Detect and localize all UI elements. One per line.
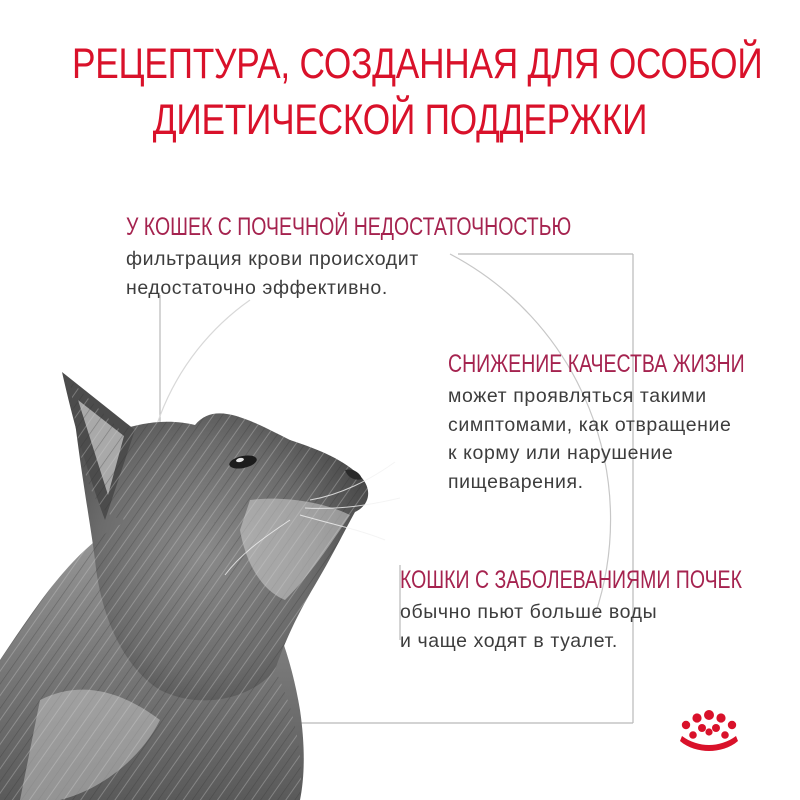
- kidney-failure-text: [126, 245, 697, 302]
- body-line: и чаще ходят в туалет.: [400, 629, 618, 652]
- body-line: к корму или нарушение: [448, 442, 674, 464]
- page-title-line-2: ДИЕТИЧЕСКОЙ ПОДДЕРЖКИ: [152, 96, 648, 144]
- kidney-disease-text: [400, 598, 800, 655]
- body-line: пищеварения.: [448, 470, 584, 493]
- body-line: может проявляться такими: [448, 385, 707, 407]
- page-title: [72, 36, 763, 148]
- quality-of-life-block: [448, 349, 800, 496]
- body-line: фильтрация крови происходит: [126, 248, 419, 270]
- kidney-failure-block: [126, 212, 697, 302]
- kidney-disease-title: КОШКИ С ЗАБОЛЕВАНИЯМИ ПОЧЕК: [400, 566, 742, 594]
- page-title-line-1: РЕЦЕПТУРА, СОЗДАННАЯ ДЛЯ ОСОБОЙ: [72, 40, 763, 88]
- quality-of-life-title: СНИЖЕНИЕ КАЧЕСТВА ЖИЗНИ: [448, 350, 745, 378]
- body-line: симптомами, как отвращение: [448, 413, 732, 436]
- kidney-failure-title: У КОШЕК С ПОЧЕЧНОЙ НЕДОСТАТОЧНОСТЬЮ: [126, 213, 572, 241]
- cat-photo: [0, 372, 400, 800]
- body-line: недостаточно эффективно.: [126, 276, 388, 299]
- quality-of-life-text: [448, 382, 800, 496]
- royal-crown-icon: [676, 708, 742, 754]
- body-line: обычно пьют больше воды: [400, 601, 658, 623]
- kidney-disease-block: [400, 565, 800, 655]
